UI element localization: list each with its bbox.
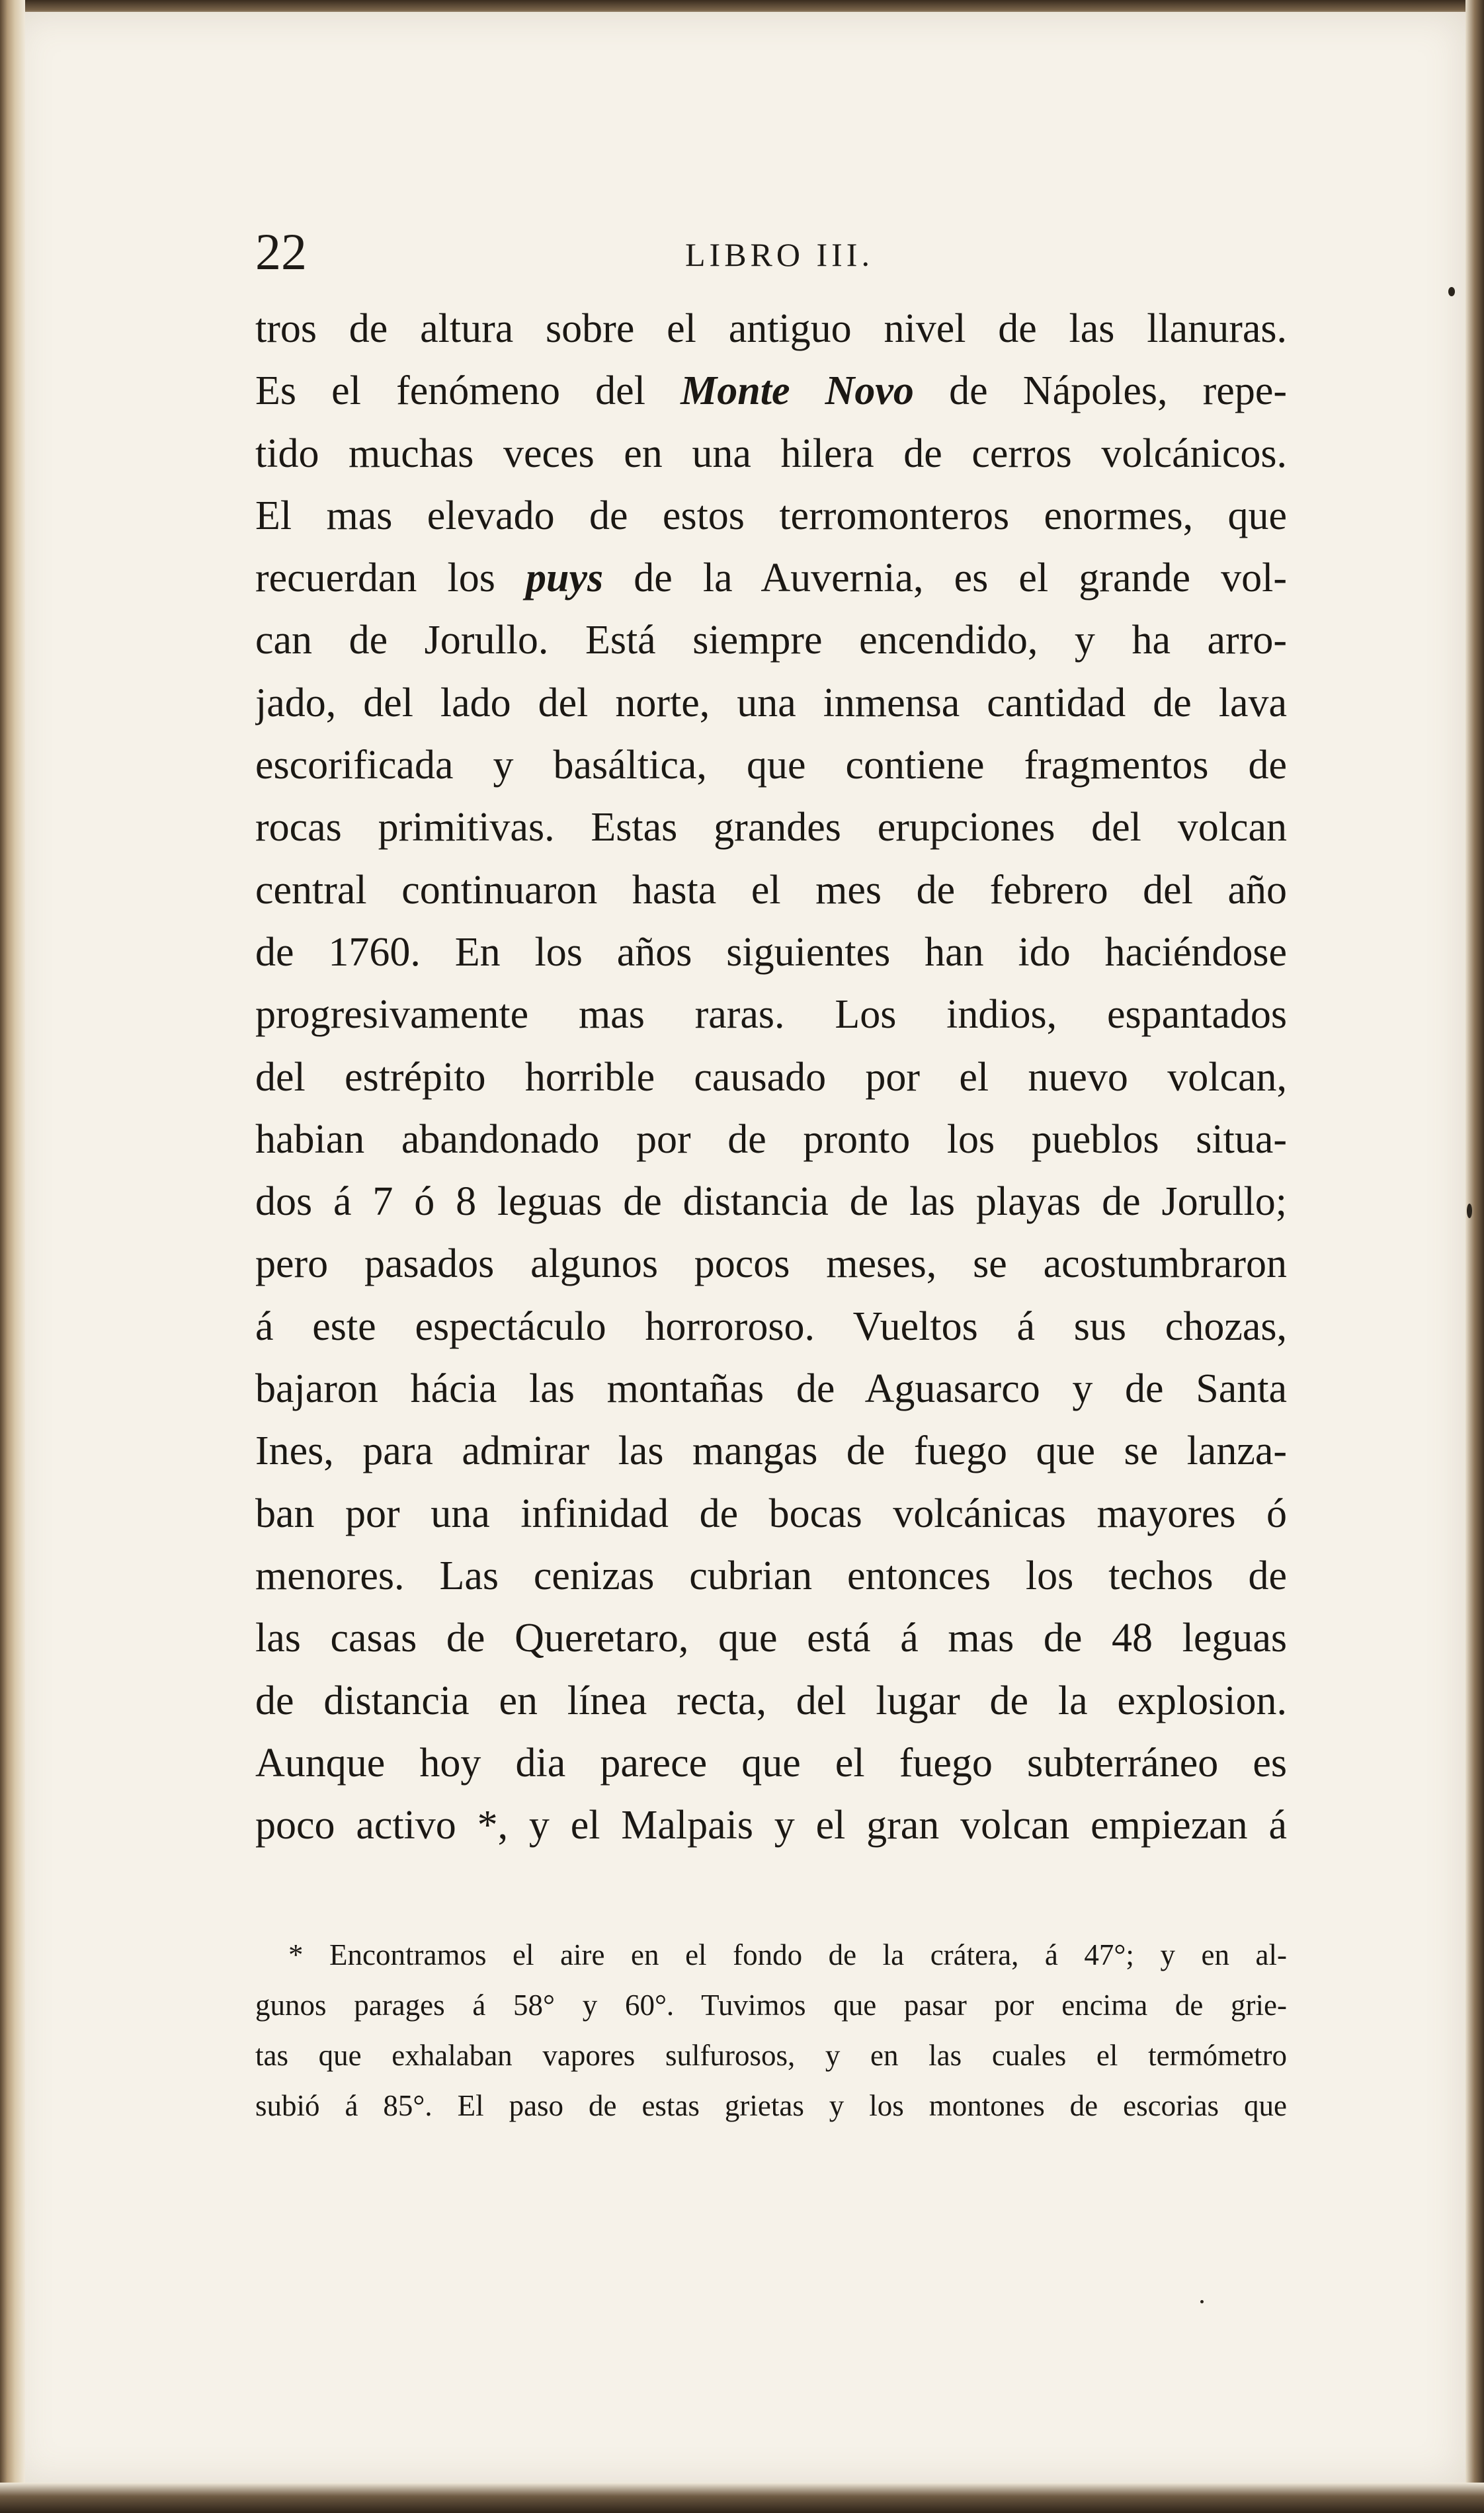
- text-line: progresivamente mas raras. Los indios, espantados: [255, 992, 1287, 1038]
- running-head: LIBRO III.: [685, 236, 874, 273]
- page-right-edge: [1465, 0, 1484, 2513]
- text-line: escorificada y basáltica, que contiene fragmentos de: [255, 743, 1287, 788]
- book-gutter-edge: [0, 0, 25, 2513]
- text-line: dos á 7 ó 8 leguas de distancia de las playas de Jorullo;: [255, 1179, 1287, 1225]
- footnote: [255, 1930, 1287, 2131]
- text-line: poco activo *, y el Malpais y el gran volcan empiezan á: [255, 1803, 1287, 1848]
- page-header: [255, 218, 1287, 291]
- text-line: rocas primitivas. Estas grandes erupciones del volcan: [255, 805, 1287, 850]
- text-line: tido muchas veces en una hilera de cerros volcánicos.: [255, 431, 1287, 476]
- text-line: Ines, para admirar las mangas de fuego que se lanza-: [255, 1428, 1287, 1474]
- page-number: 22: [255, 223, 307, 280]
- footnote-line: subió á 85°. El paso de estas grietas y los montones de escorias que: [255, 2089, 1287, 2122]
- text-line: can de Jorullo. Está siempre encendido, y ha arro-: [255, 618, 1287, 663]
- text-line: tros de altura sobre el antiguo nivel de las llanuras.: [255, 306, 1287, 351]
- text-line: habian abandonado por de pronto los pueblos situa-: [255, 1116, 1287, 1162]
- italic-term: puys: [525, 556, 604, 601]
- italic-term: Monte Novo: [680, 368, 914, 414]
- text-line: jado, del lado del norte, una inmensa cantidad de lava: [255, 680, 1287, 725]
- footnote-line: gunos parages á 58° y 60°. Tuvimos que pasar por encima de grie-: [255, 1989, 1287, 2022]
- text-line: Es el fenómeno del Monte Novo de Nápoles, repe-: [255, 368, 1287, 414]
- text-line: menores. Las cenizas cubrian entonces los techos de: [255, 1553, 1287, 1598]
- paper-speck: [1467, 1204, 1472, 1218]
- text-line: pero pasados algunos pocos meses, se acostumbraron: [255, 1241, 1287, 1287]
- text-line: las casas de Queretaro, que está á mas de 48 leguas: [255, 1616, 1287, 1661]
- body-text: [255, 298, 1287, 1856]
- text-line: de distancia en línea recta, del lugar de la explosion.: [255, 1678, 1287, 1723]
- text-line: ban por una infinidad de bocas volcánicas mayores ó: [255, 1491, 1287, 1536]
- text-line: de 1760. En los años siguientes han ido haciéndose: [255, 929, 1287, 975]
- text-line: El mas elevado de estos terromonteros enormes, que: [255, 493, 1287, 538]
- text-line: del estrépito horrible causado por el nuevo volcan,: [255, 1054, 1287, 1100]
- footnote-line: tas que exhalaban vapores sulfurosos, y en las cuales el termómetro: [255, 2039, 1287, 2072]
- text-line: recuerdan los puys de la Auvernia, es el grande vol-: [255, 556, 1287, 601]
- text-line: central continuaron hasta el mes de febrero del año: [255, 867, 1287, 913]
- text-line: á este espectáculo horroroso. Vueltos á sus chozas,: [255, 1303, 1287, 1349]
- paper-speck: [1200, 2300, 1204, 2303]
- footnote-line: * Encontramos el aire en el fondo de la crátera, á 47°; y en al-: [288, 1938, 1287, 1971]
- text-line: bajaron hácia las montañas de Aguasarco y de Santa: [255, 1366, 1287, 1412]
- paper-speck: [1448, 287, 1455, 296]
- text-line: Aunque hoy dia parece que el fuego subterráneo es: [255, 1740, 1287, 1786]
- page-bottom-edge: [0, 2483, 1484, 2513]
